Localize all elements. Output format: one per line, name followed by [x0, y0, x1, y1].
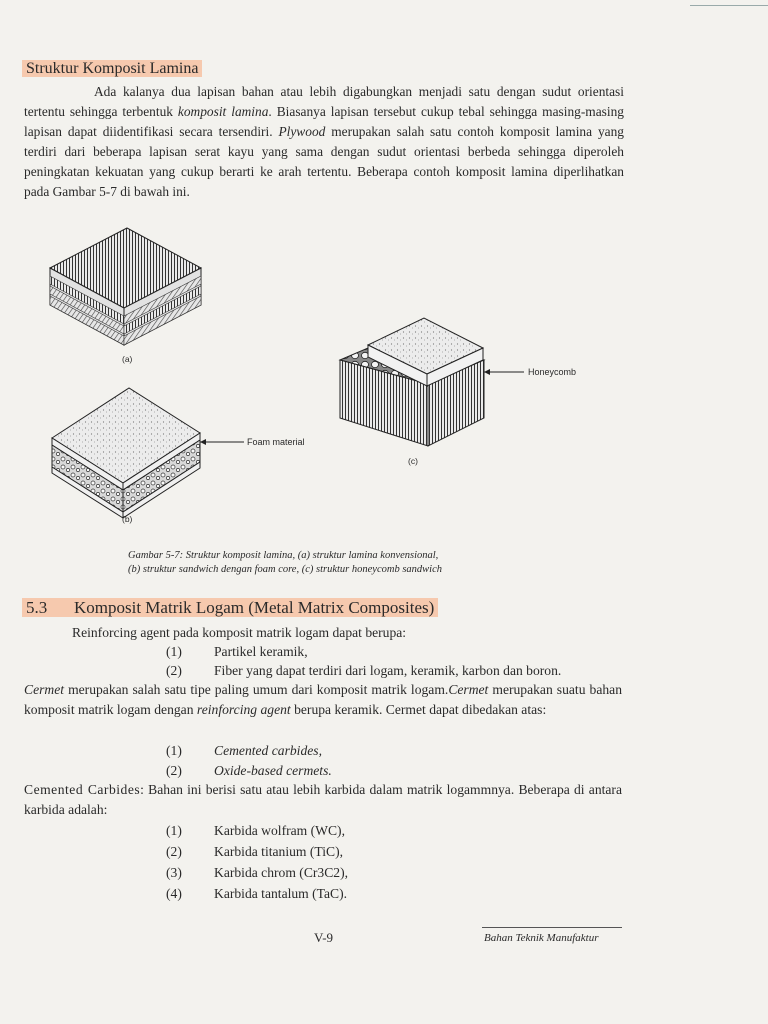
list-item: (1) Partikel keramik,: [166, 644, 308, 659]
paragraph-cermet: Cermet merupakan salah satu tipe paling umum dari komposit matrik logam.Cermet merupakan suatu bahan komposit matrik logam dengan reinforcing agent berupa keramik. Cermet dapat dibedakan atas:: [24, 682, 622, 717]
list-item: (4) Karbida tantalum (TaC).: [166, 886, 348, 901]
list-item: (2) Karbida titanium (TiC),: [166, 844, 344, 859]
paragraph-lamina: Ada kalanya dua lapisan bahan atau lebih digabungkan menjadi satu dengan sudut orientasi tertentu sehingga terbentuk komposit lamina. Biasanya lapisan tersebut cukup tebal sehingga masing-masing lapisan dapat diidentifikasi secara tersendiri. Plywood merupakan salah satu contoh komposit lamina yang terdiri dari beberapa lapisan serat kayu yang sama dengan sudut orientasi berbeda sehingga diperoleh peningkatan kekuatan yang cukup berarti ke arah tertentu. Beberapa contoh komposit lamina diperlihatkan pada Gambar 5-7 di bawah ini.: [24, 84, 625, 199]
list-item: (1) Cemented carbides,: [166, 743, 322, 758]
list-item: (3) Karbida chrom (Cr3C2),: [166, 865, 349, 880]
paragraph-cemented-carbides: Cemented Carbides: Bahan ini berisi satu atau lebih karbida dalam matrik logammnya. Beberapa di antara karbida adalah:: [24, 782, 622, 817]
reinforcing-intro: Reinforcing agent pada komposit matrik logam dapat berupa:: [72, 625, 407, 640]
section-title-lamina: Struktur Komposit Lamina: [22, 60, 202, 78]
figure-b-sandwich-block: [52, 388, 244, 518]
figure-label-b: (b): [122, 514, 133, 524]
page-number: V-9: [314, 930, 334, 945]
figure-caption: Gambar 5-7: Struktur komposit lamina, (a) struktur lamina konvensional, (b) struktur sandwich dengan foam core, (c) struktur honeycomb sandwich: [128, 550, 442, 575]
section-heading-5-3: 5.3 Komposit Matrik Logam (Metal Matrix Composites): [22, 598, 438, 618]
honeycomb-callout: Honeycomb: [528, 367, 577, 377]
figure-label-a: (a): [122, 354, 133, 364]
list-item: (2) Fiber yang dapat terdiri dari logam, keramik, karbon dan boron.: [166, 663, 562, 678]
figure-label-c: (c): [408, 456, 418, 466]
list-item: (1) Karbida wolfram (WC),: [166, 823, 345, 838]
book-title: Bahan Teknik Manufaktur: [484, 932, 599, 944]
figure-c-honeycomb-block: [340, 318, 524, 446]
footer-rule: [482, 927, 622, 928]
figure-a-lamina-block: [50, 228, 201, 345]
foam-material-callout: Foam material: [247, 437, 305, 447]
list-item: (2) Oxide-based cermets.: [166, 763, 332, 778]
